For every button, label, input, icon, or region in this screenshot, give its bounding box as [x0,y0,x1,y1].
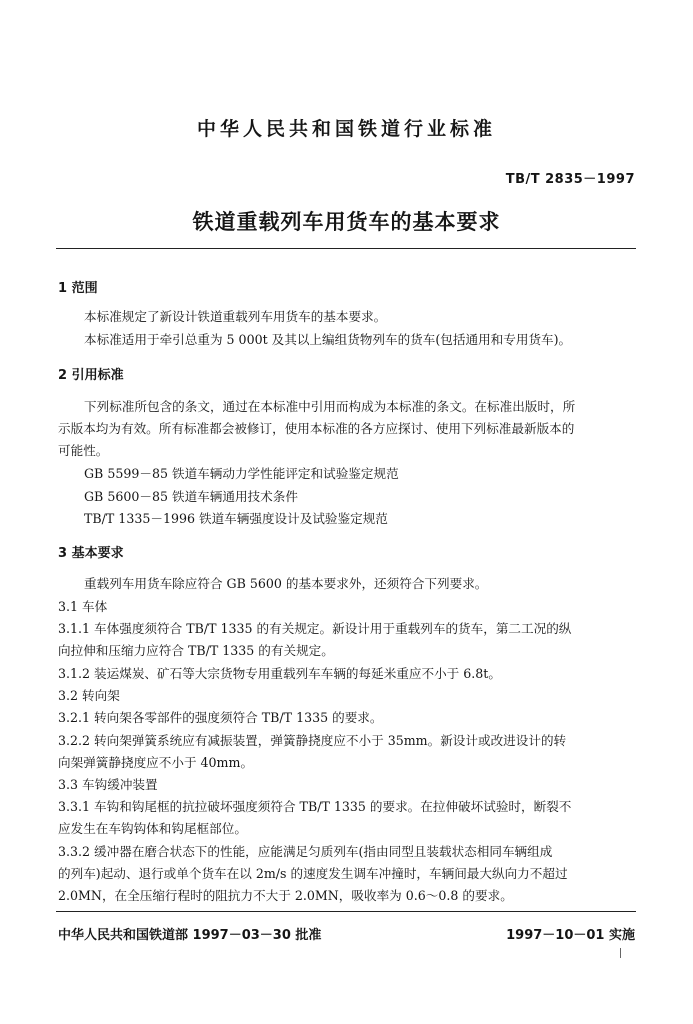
clause-3-3-1-line-2: 应发生在车钩钩体和钩尾框部位。 [58,821,247,836]
clause-3-1-1-line-1: 3.1.1 车体强度须符合 TB/T 1335 的有关规定。新设计用于重载列车的货车，第二工况的纵 [58,621,572,636]
approval-statement: 中华人民共和国铁道部 1997－03－30 批准 [58,928,322,943]
section-3-heading: 3 基本要求 [58,546,124,561]
clause-3-2-heading: 3.2 转向架 [58,688,120,703]
clause-3-1-2: 3.1.2 装运煤炭、矿石等大宗货物专用重载列车车辆的每延米重应不小于 6.8t。 [58,666,501,681]
standard-number: TB/T 2835－1997 [505,172,635,187]
clause-3-3-2-line-2: 的列车)起动、退行或单个货车在以 2m/s 的速度发生调车冲撞时，车辆间最大纵向力不超过 [58,866,568,881]
clause-3-1-1-line-2: 向拉伸和压缩力应符合 TB/T 1335 的有关规定。 [58,643,334,658]
clause-3-2-2-line-1: 3.2.2 转向架弹簧系统应有减振装置，弹簧静挠度应不小于 35mm。新设计或改进设计的转 [58,733,567,748]
section-2-heading: 2 引用标准 [58,368,124,383]
clause-3-3-2-line-1: 3.3.2 缓冲器在磨合状态下的性能，应能满足匀质列车(指由同型且装载状态相同车辆组成 [58,844,553,859]
clause-3-2-2-line-2: 向架弹簧静挠度应不小于 40mm。 [58,755,254,770]
title-divider [56,248,636,249]
section-1-paragraph-2: 本标准适用于牵引总重为 5 000t 及其以上编组货物列车的货车(包括通用和专用货车)。 [84,332,572,347]
clause-3-2-1: 3.2.1 转向架各零部件的强度须符合 TB/T 1335 的要求。 [58,710,383,725]
clause-3-1-heading: 3.1 车体 [58,599,108,614]
footer-divider [56,911,636,912]
section-1-paragraph-1: 本标准规定了新设计铁道重载列车用货车的基本要求。 [84,309,387,324]
section-2-paragraph-line-1: 下列标准所包含的条文，通过在本标准中引用而构成为本标准的条文。在标准出版时，所 [84,399,576,414]
clause-3-3-heading: 3.3 车钩缓冲装置 [58,777,158,792]
reference-item: GB 5599－85 铁道车辆动力学性能评定和试验鉴定规范 [84,466,399,481]
reference-item: TB/T 1335－1996 铁道车辆强度设计及试验鉴定规范 [84,511,388,526]
clause-3-3-2-line-3: 2.0MN，在全压缩行程时的阻抗力不大于 2.0MN，吸收率为 0.6～0.8 的要求。 [58,888,513,903]
effective-date: 1997－10－01 实施 [506,928,635,943]
scan-mark [620,948,621,958]
document-title: 铁道重载列车用货车的基本要求 [192,210,501,234]
section-1-heading: 1 范围 [58,281,98,296]
clause-3-3-1-line-1: 3.3.1 车钩和钩尾框的抗拉破坏强度须符合 TB/T 1335 的要求。在拉伸破坏试验时，断裂不 [58,799,572,814]
standard-category-header: 中华人民共和国铁道行业标准 [196,118,496,140]
section-2-paragraph-line-3: 可能性。 [58,443,109,458]
reference-item: GB 5600－85 铁道车辆通用技术条件 [84,489,298,504]
section-3-intro: 重载列车用货车除应符合 GB 5600 的基本要求外，还须符合下列要求。 [84,576,488,591]
section-2-paragraph-line-2: 示版本均为有效。所有标准都会被修订，使用本标准的各方应探讨、使用下列标准最新版本的 [58,421,575,436]
